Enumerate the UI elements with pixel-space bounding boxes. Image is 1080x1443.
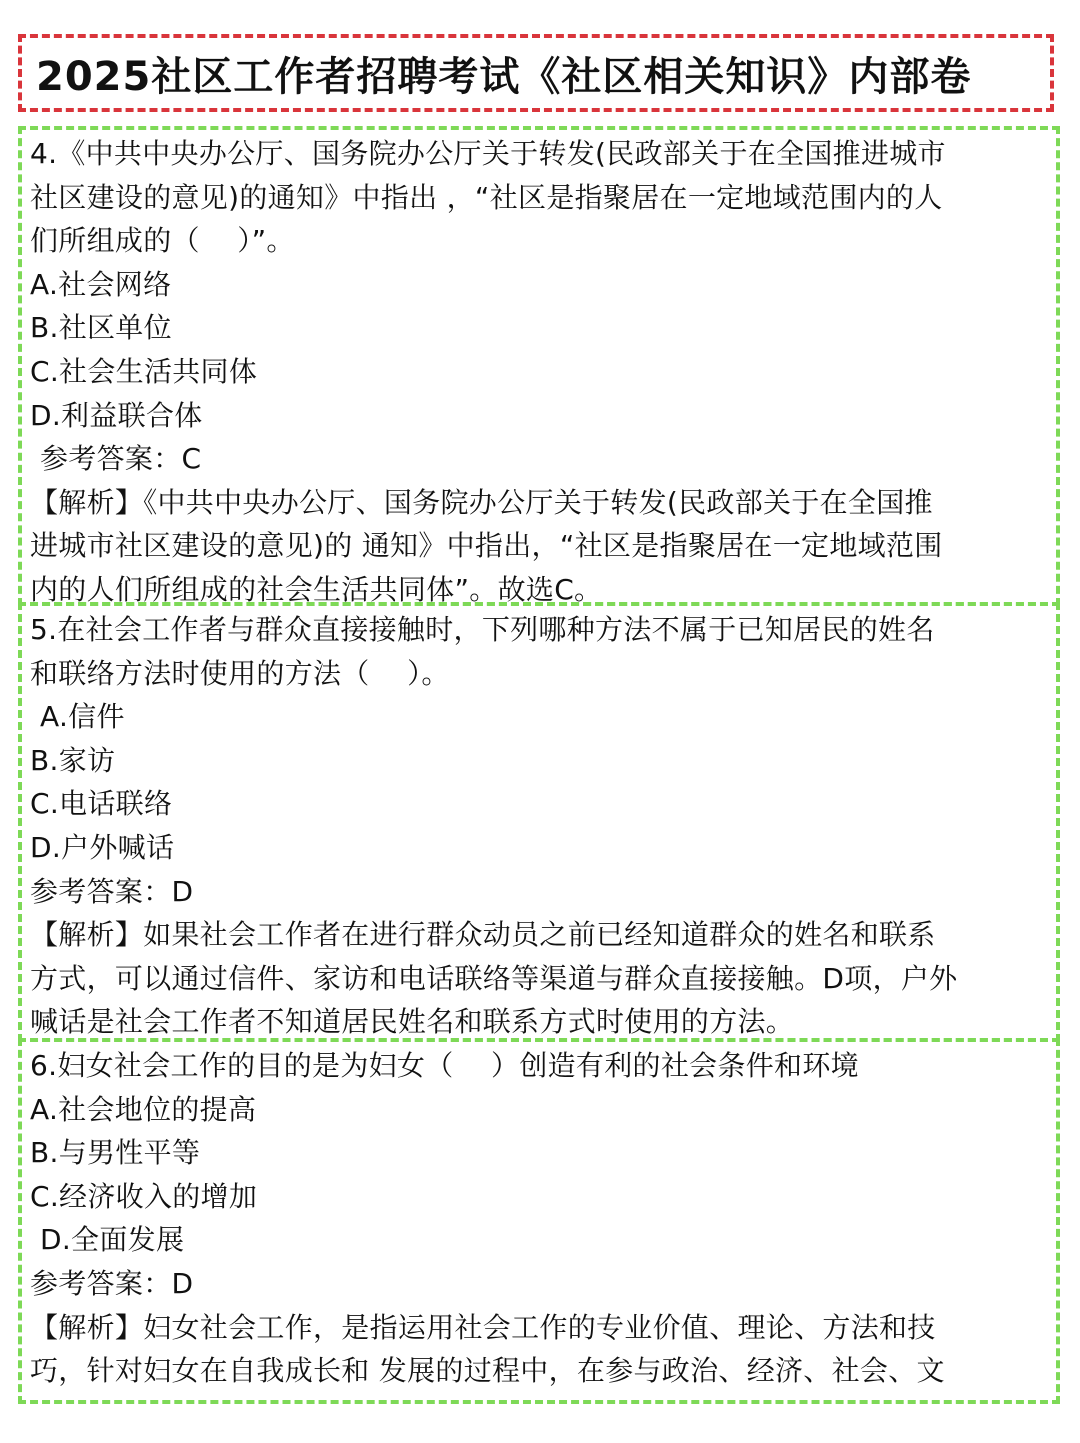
analysis-line: 进城市社区建设的意见)的 通知》中指出，“社区是指聚居在一定地域范围: [30, 529, 943, 563]
option-a: A.社会地位的提高: [30, 1092, 257, 1126]
question-block-4: [18, 126, 1060, 606]
question-text-line: 4.《中共中央办公厅、国务院办公厅关于转发(民政部关于在全国推进城市: [30, 137, 946, 170]
analysis-line: 【解析】如果社会工作者在进行群众动员之前已经知道群众的姓名和联系: [30, 918, 936, 952]
option-b: B.与男性平等: [30, 1136, 201, 1170]
question-text-line: 们所组成的（ ）”。: [30, 224, 295, 258]
option-d: D.全面发展: [40, 1223, 185, 1257]
option-a: A.信件: [40, 700, 125, 734]
page-title: 2025社区工作者招聘考试《社区相关知识》内部卷: [36, 53, 972, 100]
question-text-line: 5.在社会工作者与群众直接接触时，下列哪种方法不属于已知居民的姓名: [30, 613, 935, 646]
option-c: C.电话联络: [30, 787, 173, 821]
option-a: A.社会网络: [30, 267, 172, 301]
answer-text: 参考答案：C: [40, 442, 202, 476]
analysis-line: 内的人们所组成的社会生活共同体”。故选C。: [30, 572, 603, 606]
option-b: B.社区单位: [30, 311, 172, 345]
analysis-line: 喊话是社会工作者不知道居民姓名和联系方式时使用的方法。: [30, 1005, 795, 1039]
option-d: D.户外喊话: [30, 830, 175, 864]
option-c: C.社会生活共同体: [30, 354, 258, 388]
option-b: B.家访: [30, 743, 116, 777]
question-text-line: 和联络方法时使用的方法（ ）。: [30, 656, 450, 690]
analysis-line: 【解析】《中共中央办公厅、国务院办公厅关于转发(民政部关于在全国推: [30, 485, 933, 519]
title-banner: [18, 34, 1054, 112]
question-text-line: 社区建设的意见)的通知》中指出 ，“社区是指聚居在一定地域范围内的人: [30, 180, 943, 214]
question-text-line: 6.妇女社会工作的目的是为妇女（ ）创造有利的社会条件和环境: [30, 1049, 859, 1082]
option-d: D.利益联合体: [30, 398, 203, 432]
option-c: C.经济收入的增加: [30, 1179, 258, 1213]
answer-text: 参考答案：D: [30, 1266, 194, 1300]
analysis-line: 【解析】妇女社会工作，是指运用社会工作的专业价值、理论、方法和技: [30, 1310, 936, 1344]
analysis-line: 方式，可以通过信件、家访和电话联络等渠道与群众直接接触。D项，户外: [30, 961, 958, 995]
question-block-5: [18, 602, 1060, 1042]
analysis-line: 巧，针对妇女在自我成长和 发展的过程中，在参与政治、经济、社会、文: [30, 1354, 945, 1388]
answer-text: 参考答案：D: [30, 874, 194, 908]
question-block-6: [18, 1038, 1060, 1404]
